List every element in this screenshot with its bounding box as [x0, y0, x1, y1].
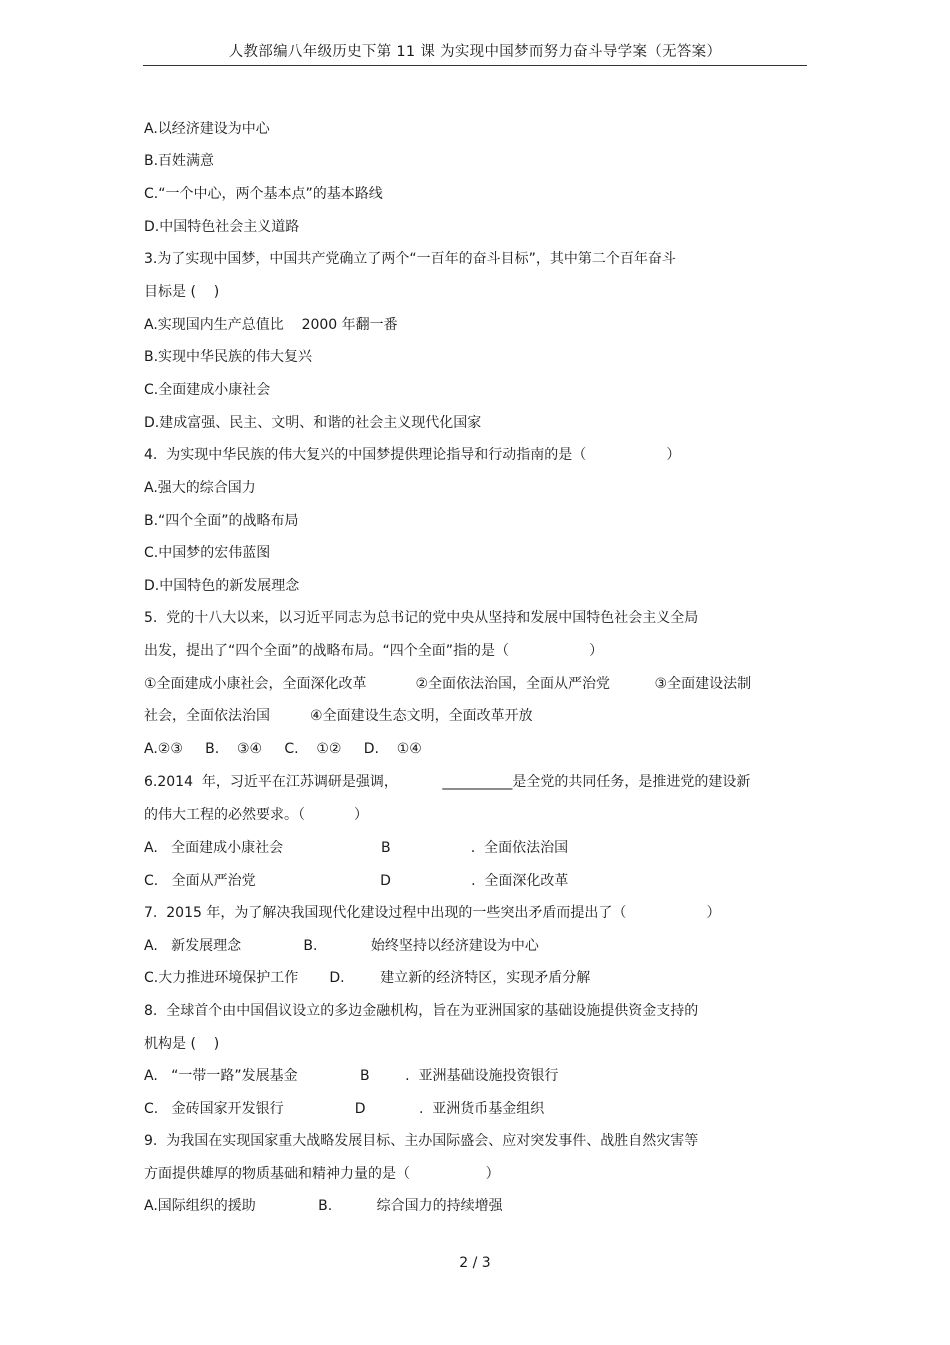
- text-line: 3.为了实现中国梦，中国共产党确立了两个“一百年的奋斗目标”，其中第二个百年奋斗: [144, 251, 676, 267]
- text-line: 6.2014 年，习近平在江苏调研是强调， __________是全党的共同任务，是推进党的建设新: [144, 774, 751, 790]
- text-line: A. 全面建成小康社会 B . 全面依法治国: [144, 840, 569, 856]
- text-line: A.实现国内生产总值比 2000 年翻一番: [144, 317, 398, 333]
- text-line: A.②③ B. ③④ C. ①② D. ①④: [144, 741, 422, 757]
- text-line: C.全面建成小康社会: [144, 382, 271, 398]
- text-line: ①全面建成小康社会，全面深化改革 ②全面依法治国，全面从严治党 ③全面建设法制: [144, 676, 752, 692]
- text-line: D.中国特色的新发展理念: [144, 578, 300, 594]
- text-line: B.百姓满意: [144, 153, 215, 169]
- text-line: A.以经济建设为中心: [144, 121, 270, 137]
- text-line: 8. 全球首个由中国倡议设立的多边金融机构，旨在为亚洲国家的基础设施提供资金支持的: [144, 1003, 699, 1019]
- text-line: A.强大的综合国力: [144, 480, 256, 496]
- text-line: C.大力推进环境保护工作 D. 建立新的经济特区，实现矛盾分解: [144, 970, 591, 986]
- text-line: C.“一个中心，两个基本点”的基本路线: [144, 186, 383, 202]
- text-line: A. “一带一路”发展基金 B . 亚洲基础设施投资银行: [144, 1068, 559, 1084]
- text-line: 出发，提出了“四个全面”的战略布局。“四个全面”指的是（ ）: [144, 643, 604, 659]
- text-line: 5. 党的十八大以来，以习近平同志为总书记的党中央从坚持和发展中国特色社会主义全局: [144, 610, 699, 626]
- text-line: A.国际组织的援助 B. 综合国力的持续增强: [144, 1198, 503, 1214]
- text-line: D.中国特色社会主义道路: [144, 219, 300, 235]
- text-line: 方面提供雄厚的物质基础和精神力量的是（ ）: [144, 1166, 500, 1182]
- text-line: B.“四个全面”的战略布局: [144, 513, 299, 529]
- text-line: C.中国梦的宏伟蓝图: [144, 545, 271, 561]
- text-line: C. 金砖国家开发银行 D . 亚洲货币基金组织: [144, 1101, 545, 1117]
- text-line: 9. 为我国在实现国家重大战略发展目标、主办国际盛会、应对突发事件、战胜自然灾害等: [144, 1133, 699, 1149]
- text-line: 7. 2015 年，为了解决我国现代化建设过程中出现的一些突出矛盾而提出了（ ）: [144, 905, 721, 921]
- text-line: 机构是 ( ): [144, 1036, 220, 1052]
- text-line: 的伟大工程的必然要求。（ ）: [144, 807, 368, 823]
- text-line: A. 新发展理念 B. 始终坚持以经济建设为中心: [144, 938, 539, 954]
- text-line: 4. 为实现中华民族的伟大复兴的中国梦提供理论指导和行动指南的是（ ）: [144, 447, 681, 463]
- page-header: [143, 40, 807, 66]
- text-line: B.实现中华民族的伟大复兴: [144, 349, 313, 365]
- text-line: D.建成富强、民主、文明、和谐的社会主义现代化国家: [144, 415, 482, 431]
- header-title: 人教部编八年级历史下第 11 课 为实现中国梦而努力奋斗导学案（无答案）: [228, 44, 722, 60]
- text-line: 社会，全面依法治国 ④全面建设生态文明，全面改革开放: [144, 708, 533, 724]
- text-line: 目标是 ( ): [144, 284, 220, 300]
- page-number: 2 / 3: [459, 1255, 491, 1271]
- text-line: C. 全面从严治党 D . 全面深化改革: [144, 873, 569, 889]
